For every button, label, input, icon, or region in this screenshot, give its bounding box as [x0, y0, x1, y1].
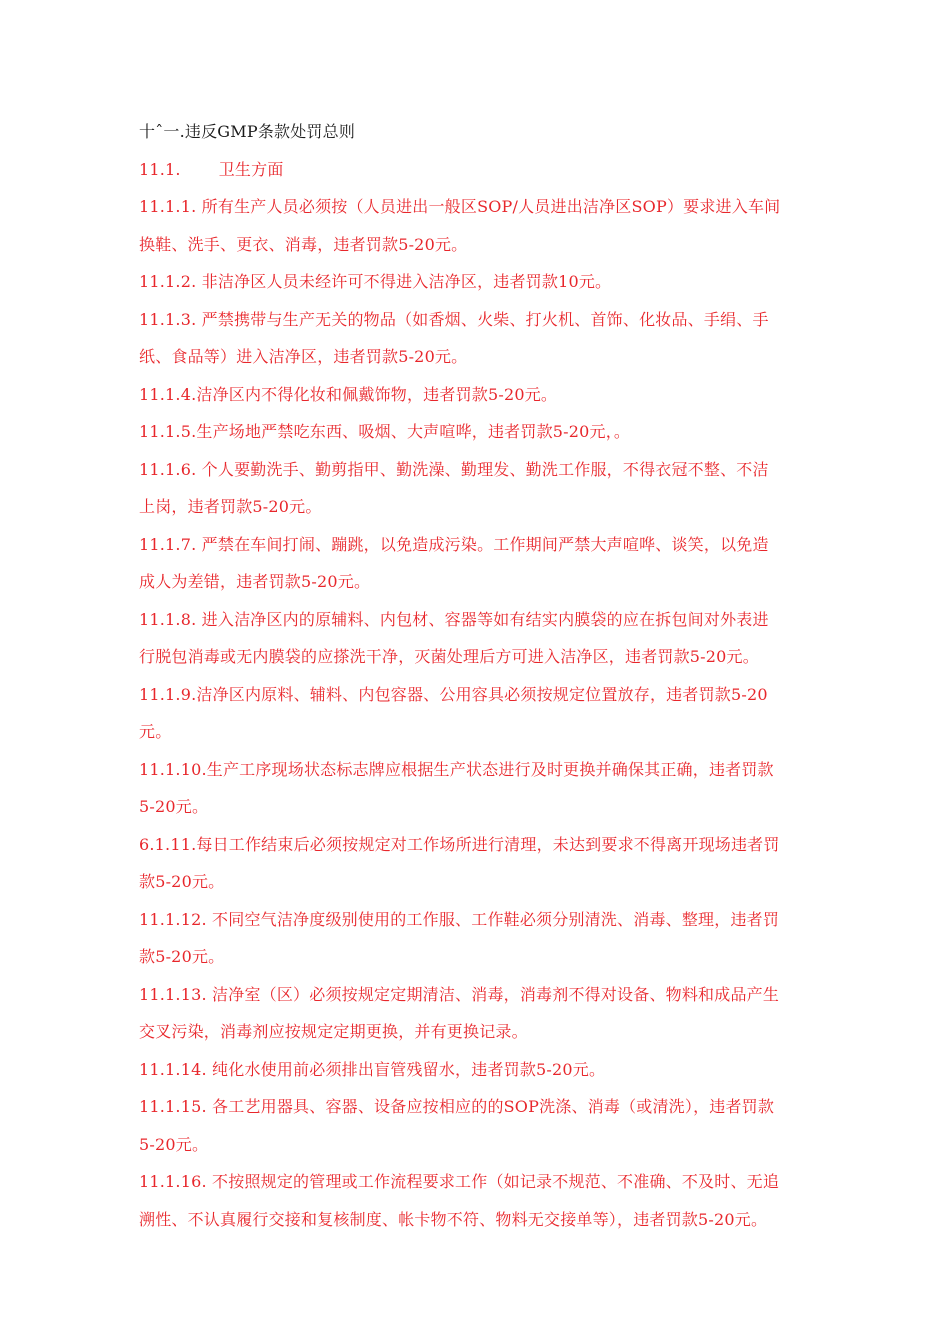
rule-line: 11.1.10.生产工序现场状态标志牌应根据生产状态进行及时更换并确保其正确，违者罚款 — [139, 759, 774, 779]
rule-line: 11.1.7. 严禁在车间打闹、蹦跳，以免造成污染。工作期间严禁大声喧哗、谈笑，以免造 — [139, 534, 769, 554]
rule-line: 11.1.6. 个人要勤洗手、勤剪指甲、勤洗澡、勤理发、勤洗工作服，不得衣冠不整、不洁 — [139, 459, 769, 479]
document-title: 十ˆ一.违反GMP条款处罚总则 — [139, 122, 356, 141]
rule-line: 成人为差错，违者罚款5-20元。 — [139, 572, 371, 591]
rule-line: 11.1.9.洁净区内原料、辅料、内包容器、公用容具必须按规定位置放存，违者罚款5-20 — [139, 684, 768, 704]
rule-line: 11.1.4.洁净区内不得化妆和佩戴饰物，违者罚款5-20元。 — [139, 384, 558, 404]
rule-line: 11.1.1. 所有生产人员必须按（人员进出一般区SOP/人员进出洁净区SOP）要求进入车间 — [139, 197, 781, 216]
rule-line: 6.1.11.每日工作结束后必须按规定对工作场所进行清理，未达到要求不得离开现场违者罚 — [139, 834, 780, 854]
rule-line: 溯性、不认真履行交接和复核制度、帐卡物不符、物料无交接单等），违者罚款5-20元。 — [139, 1209, 768, 1229]
rule-line: 纸、食品等）进入洁净区，违者罚款5-20元。 — [139, 347, 468, 366]
rule-line: 11.1.8. 进入洁净区内的原辅料、内包材、容器等如有结实内膜袋的应在拆包间对外表进 — [139, 609, 769, 629]
rule-line: 换鞋、洗手、更衣、消毒，违者罚款5-20元。 — [139, 234, 468, 254]
section-number: 11.1. — [139, 159, 181, 179]
rule-line: 11.1.2. 非洁净区人员未经许可不得进入洁净区，违者罚款10元。 — [139, 272, 612, 291]
section-heading — [139, 151, 819, 189]
rule-line: 11.1.5.生产场地严禁吃东西、吸烟、大声喧哗，违者罚款5-20元，。 — [139, 422, 631, 441]
rule-line: 11.1.13. 洁净室（区）必须按规定定期清洁、消毒，消毒剂不得对设备、物料和成品产生 — [139, 984, 780, 1004]
rule-line: 11.1.15. 各工艺用器具、容器、设备应按相应的的SOP洗涤、消毒（或清洗），违者罚款 — [139, 1097, 775, 1116]
document-page — [139, 113, 819, 1238]
rule-line: 11.1.16. 不按照规定的管理或工作流程要求工作（如记录不规范、不准确、不及时、无追 — [139, 1172, 780, 1191]
rule-line: 11.1.12. 不同空气洁净度级别使用的工作服、工作鞋必须分别清洗、消毒、整理，违者罚 — [139, 909, 780, 929]
rule-line: 款5-20元。 — [139, 872, 225, 891]
rule-line: 元。 — [139, 722, 172, 741]
rule-line: 款5-20元。 — [139, 947, 225, 966]
rule-line: 行脱包消毒或无内膜袋的应搽洗干净，灭菌处理后方可进入洁净区，违者罚款5-20元。 — [139, 647, 759, 666]
rule-line: 5-20元。 — [139, 797, 209, 816]
rule-line: 5-20元。 — [139, 1134, 209, 1154]
rule-line: 上岗，违者罚款5-20元。 — [139, 497, 322, 516]
rule-line: 11.1.14. 纯化水使用前必须排出盲管残留水，违者罚款5-20元。 — [139, 1059, 606, 1079]
section-heading-text: 卫生方面 — [218, 159, 284, 179]
rule-line: 交叉污染，消毒剂应按规定定期更换，并有更换记录。 — [139, 1022, 528, 1041]
rule-line: 11.1.3. 严禁携带与生产无关的物品（如香烟、火柴、打火机、首饰、化妆品、手绢、手 — [139, 309, 769, 329]
